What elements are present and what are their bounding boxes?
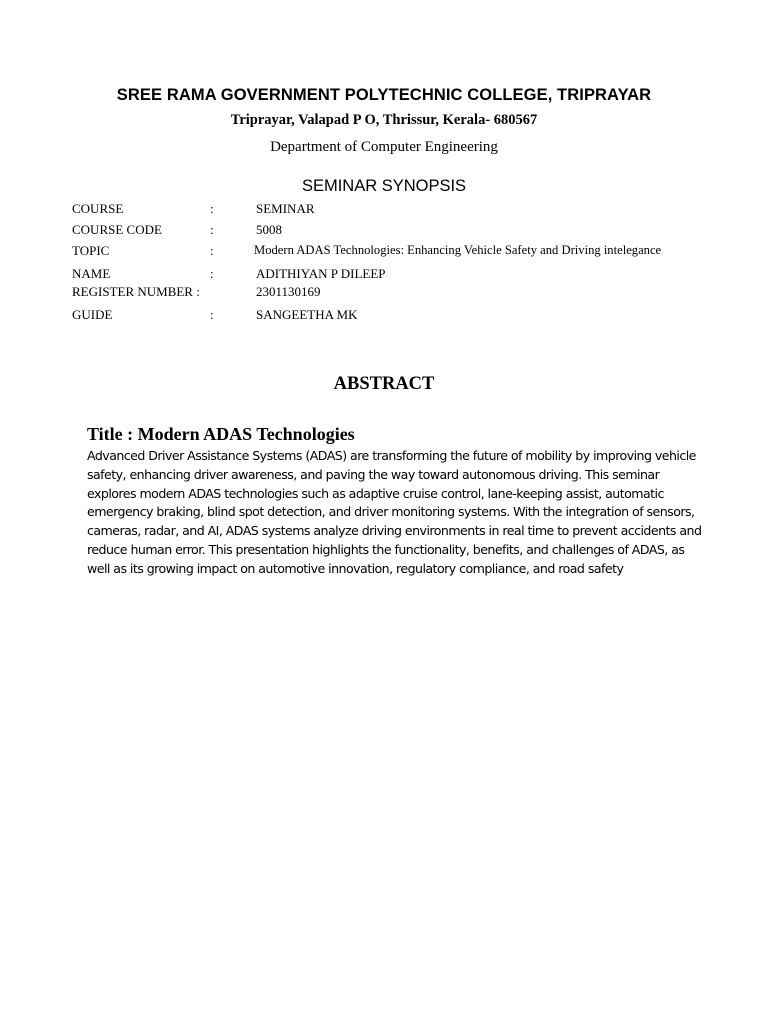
detail-colon: : [210,307,214,322]
detail-row-course-code [72,222,752,240]
detail-row-guide [72,307,752,325]
detail-colon: : [210,222,214,237]
detail-colon: : [210,266,214,281]
department-name: Department of Computer Engineering [270,139,498,155]
abstract-line: reduce human error. This presentation highlights the functionality, benefits, and challenges of ADAS, as [87,541,685,557]
detail-value: SEMINAR [256,201,315,216]
detail-colon: : [210,243,214,258]
detail-value: SANGEETHA MK [256,307,358,322]
detail-label: TOPIC [72,243,110,258]
detail-value: Modern ADAS Technologies: Enhancing Vehicle Safety and Driving intelegance [254,243,662,257]
abstract-line: explores modern ADAS technologies such as adaptive cruise control, lane-keeping assist, automatic [87,485,664,501]
detail-label: NAME [72,266,111,281]
detail-value: ADITHIYAN P DILEEP [256,266,386,281]
abstract-line: safety, enhancing driver awareness, and paving the way toward autonomous driving. This seminar [87,466,660,482]
college-address: Triprayar, Valapad P O, Thrissur, Kerala- 680567 [230,112,538,128]
abstract-title: Title : Modern ADAS Technologies [87,424,355,444]
document-title: SEMINAR SYNOPSIS [301,177,467,195]
detail-label: COURSE CODE [72,222,162,237]
detail-colon: : [210,201,214,216]
detail-value: 2301130169 [256,284,321,299]
detail-label: REGISTER NUMBER : [72,284,200,299]
detail-row-name [72,266,752,284]
detail-row-register-number [72,284,752,302]
detail-value: 5008 [256,222,282,237]
abstract-line: Advanced Driver Assistance Systems (ADAS) are transforming the future of mobility by improving vehicle [87,448,696,463]
detail-row-topic [72,243,752,261]
detail-label: COURSE [72,201,124,216]
abstract-paragraph [87,447,702,579]
detail-row-course [72,201,752,219]
college-name: SREE RAMA GOVERNMENT POLYTECHNIC COLLEGE, TRIPRAYAR [116,86,652,104]
detail-label: GUIDE [72,307,113,322]
abstract-line: well as its growing impact on automotive innovation, regulatory compliance, and road safety [87,560,624,576]
abstract-line: emergency braking, blind spot detection, and driver monitoring systems. With the integration of sensors, [87,504,695,520]
abstract-line: cameras, radar, and AI, ADAS systems analyze driving environments in real time to prevent accidents and [87,523,702,539]
abstract-heading: ABSTRACT [333,374,435,394]
